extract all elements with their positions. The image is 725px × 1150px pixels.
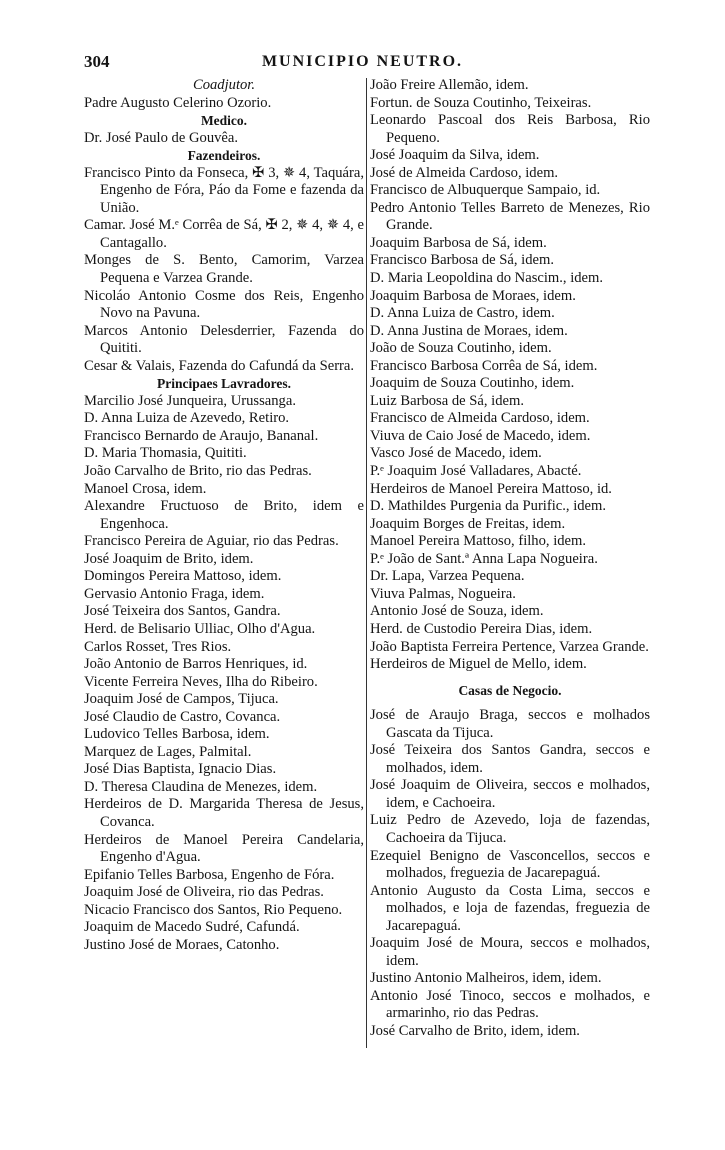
list-item: Marquez de Lages, Palmital. — [84, 743, 252, 760]
list-item: Joaquim de Macedo Sudré, Cafundá. — [84, 919, 300, 936]
list-item: Francisco Barbosa Corrêa de Sá, idem. — [370, 357, 598, 374]
section-heading-lavradores: Principaes Lavradores. — [157, 376, 291, 392]
list-item: Leonardo Pascoal dos Reis Barbosa, Rio Pequeno. — [370, 112, 650, 146]
list-item: D. Mathildes Purgenia da Purific., idem. — [370, 498, 607, 515]
page-header: MUNICIPIO NEUTRO. — [261, 53, 464, 70]
list-item: Antonio José Tinoco, seccos e molhados, e armarinho, rio das Pedras. — [370, 987, 650, 1022]
list-item: Joaquim Barbosa de Moraes, idem. — [370, 287, 576, 304]
list-item: D. Maria Thomasia, Quititi. — [84, 445, 247, 462]
section-heading-negocio: Casas de Negocio. — [458, 682, 562, 698]
list-item: Dr. Lapa, Varzea Pequena. — [370, 568, 525, 585]
column-divider — [366, 78, 367, 1048]
list-item: Carlos Rosset, Tres Rios. — [84, 638, 232, 655]
list-item: José Carvalho de Brito, idem, idem. — [370, 1022, 580, 1039]
list-item: Ezequiel Benigno de Vasconcellos, seccos e molhados, freguezia de Jacarepaguá. — [370, 847, 650, 882]
list-item: Francisco de Albuquerque Sampaio, id. — [370, 182, 601, 199]
list-item: Justino José de Moraes, Catonho. — [84, 936, 280, 953]
list-item: João Carvalho de Brito, rio das Pedras. — [84, 463, 312, 480]
list-item: Marcilio José Junqueira, Urussanga. — [84, 392, 296, 409]
right-column — [370, 77, 650, 1041]
list-item: Pedro Antonio Telles Barreto de Menezes, Rio Grande. — [370, 199, 650, 234]
list-item: Dr. José Paulo de Gouvêa. — [84, 129, 239, 146]
list-item: Luiz Pedro de Azevedo, loja de fazendas, Cachoeira da Tijuca. — [370, 812, 650, 846]
list-item: D. Anna Luiza de Castro, idem. — [370, 305, 555, 322]
list-item: Francisco Pereira de Aguiar, rio das Pedras. — [84, 533, 339, 550]
list-item: Joaquim Barbosa de Sá, idem. — [370, 234, 547, 251]
list-item: Francisco Barbosa de Sá, idem. — [370, 252, 554, 269]
list-item: Herdeiros de D. Margarida Theresa de Jesus, Covanca. — [84, 796, 364, 830]
list-item: Justino Antonio Malheiros, idem, idem. — [370, 970, 602, 987]
list-item: Antonio Augusto da Costa Lima, seccos e molhados, e loja de fazendas, freguezia de Jacarepaguá. — [370, 882, 650, 934]
list-item: Manoel Pereira Mattoso, filho, idem. — [370, 533, 587, 550]
list-item: José Joaquim de Oliveira, seccos e molhados, idem, e Cachoeira. — [370, 777, 650, 811]
list-item: José Teixeira dos Santos, Gandra. — [84, 603, 281, 620]
list-item: Ludovico Telles Barbosa, idem. — [84, 726, 270, 743]
list-item: José de Almeida Cardoso, idem. — [370, 164, 559, 181]
list-item: José Teixeira dos Santos Gandra, seccos e molhados, idem. — [370, 742, 650, 776]
list-item: Antonio José de Souza, idem. — [370, 603, 544, 620]
list-item: Camar. José M.ᵉ Corrêa de Sá, ✠ 2, ✵ 4, ✵ 4, e Cantagallo. — [84, 217, 364, 251]
section-heading-fazendeiros: Fazendeiros. — [187, 148, 261, 164]
list-item: Francisco Bernardo de Araujo, Bananal. — [84, 427, 319, 444]
list-item: João Antonio de Barros Henriques, id. — [84, 656, 308, 673]
list-item: José Joaquim de Brito, idem. — [84, 550, 254, 567]
list-item: Epifanio Telles Barbosa, Engenho de Fóra. — [84, 866, 335, 883]
list-item: D. Anna Luiza de Azevedo, Retiro. — [84, 410, 290, 427]
list-item: João Freire Allemão, idem. — [370, 77, 529, 93]
list-item: Nicacio Francisco dos Santos, Rio Pequeno. — [84, 901, 343, 918]
list-item: D. Anna Justina de Moraes, idem. — [370, 322, 568, 339]
list-item: D. Maria Leopoldina do Nascim., idem. — [370, 270, 604, 287]
list-item: Herdeiros de Miguel de Mello, idem. — [370, 656, 587, 673]
list-item: Gervasio Antonio Fraga, idem. — [84, 585, 265, 602]
list-item: Herd. de Custodio Pereira Dias, idem. — [370, 620, 593, 637]
list-item: Joaquim Borges de Freitas, idem. — [370, 515, 566, 532]
list-item: José Joaquim da Silva, idem. — [370, 147, 540, 164]
list-item: Herdeiros de Manoel Pereira Candelaria, Engenho d'Agua. — [84, 831, 364, 866]
list-item: Domingos Pereira Mattoso, idem. — [84, 568, 282, 585]
list-item: Francisco Pinto da Fonseca, ✠ 3, ✵ 4, Taquára, Engenho de Fóra, Páo da Fome e fazenda da União. — [84, 164, 364, 216]
page-number: 304 — [84, 52, 110, 71]
list-item: Joaquim José de Moura, seccos e molhados, idem. — [370, 935, 650, 969]
list-item: D. Theresa Claudina de Menezes, idem. — [84, 778, 318, 795]
list-item: Alexandre Fructuoso de Brito, idem e Engenhoca. — [84, 498, 364, 532]
list-item: Luiz Barbosa de Sá, idem. — [370, 392, 525, 409]
list-item: José Claudio de Castro, Covanca. — [84, 708, 281, 725]
left-column — [84, 77, 364, 954]
list-item: Joaquim José de Campos, Tijuca. — [84, 691, 279, 708]
list-item: P.ᵉ Joaquim José Valladares, Abacté. — [370, 463, 582, 480]
section-heading-coadjutor: Coadjutor. — [192, 77, 256, 93]
list-item: Monges de S. Bento, Camorim, Varzea Pequena e Varzea Grande. — [84, 252, 364, 287]
list-item: P.ᵉ João de Sant.ª Anna Lapa Nogueira. — [370, 550, 598, 567]
list-item: Nicoláo Antonio Cosme dos Reis, Engenho Novo na Pavuna. — [84, 287, 364, 322]
list-item: Padre Augusto Celerino Ozorio. — [84, 94, 272, 111]
list-item: Joaquim José de Oliveira, rio das Pedras. — [84, 884, 324, 901]
list-item: Francisco de Almeida Cardoso, idem. — [370, 410, 590, 427]
list-item: João de Souza Coutinho, idem. — [370, 340, 552, 357]
list-item: Cesar & Valais, Fazenda do Cafundá da Serra. — [84, 357, 355, 374]
list-item: Vasco José de Macedo, idem. — [370, 445, 542, 462]
list-item: José Dias Baptista, Ignacio Dias. — [84, 761, 277, 778]
section-heading-medico: Medico. — [200, 113, 248, 129]
list-item: Vicente Ferreira Neves, Ilha do Ribeiro. — [84, 673, 318, 690]
list-item: João Baptista Ferreira Pertence, Varzea Grande. — [370, 638, 649, 655]
list-item: José de Araujo Braga, seccos e molhados Gascata da Tijuca. — [370, 707, 650, 741]
list-item: Herd. de Belisario Ulliac, Olho d'Agua. — [84, 620, 316, 637]
list-item: Manoel Crosa, idem. — [84, 480, 207, 497]
list-item: Fortun. de Souza Coutinho, Teixeiras. — [370, 94, 592, 111]
list-item: Herdeiros de Manoel Pereira Mattoso, id. — [370, 480, 612, 497]
list-item: Marcos Antonio Delesderrier, Fazenda do Quititi. — [84, 322, 364, 357]
list-item: Viuva Palmas, Nogueira. — [370, 585, 516, 602]
list-item: Joaquim de Souza Coutinho, idem. — [370, 375, 575, 392]
list-item: Viuva de Caio José de Macedo, idem. — [370, 427, 591, 444]
